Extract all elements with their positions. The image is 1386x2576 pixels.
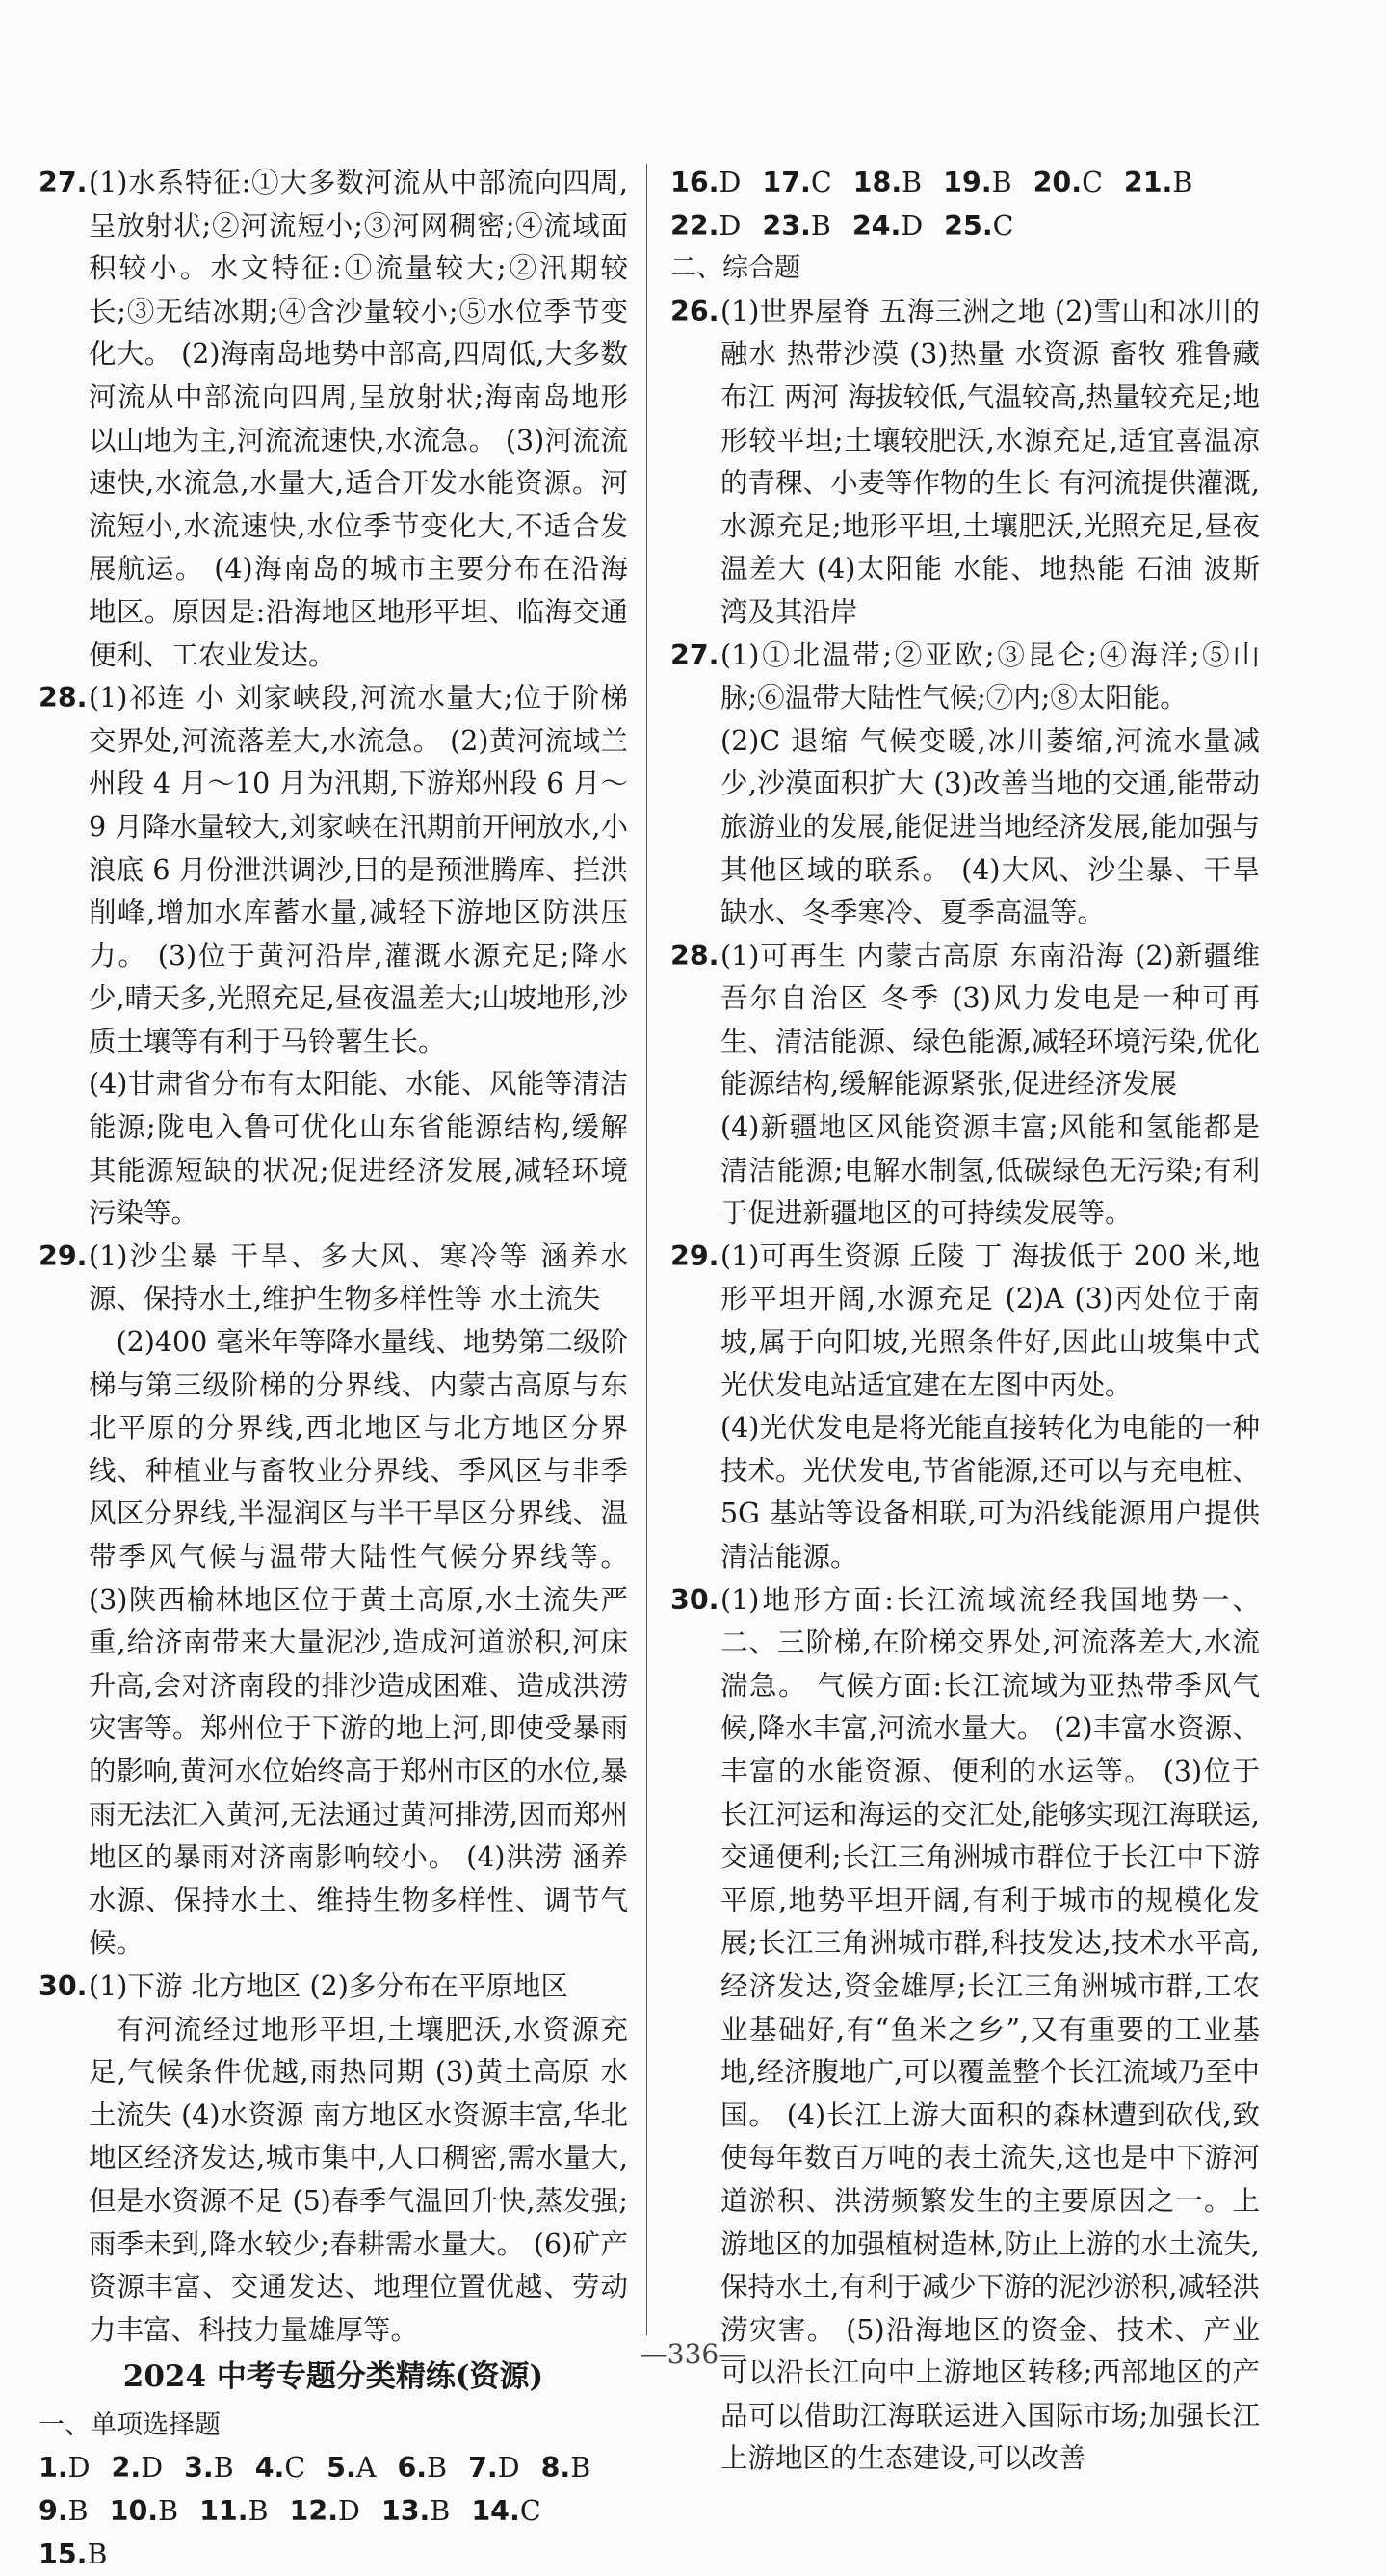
choice-letter: C bbox=[1082, 167, 1103, 198]
choice-answer bbox=[670, 162, 741, 205]
choice-letter: B bbox=[87, 2537, 108, 2570]
answer-text: (1)祁连 小 刘家峡段,河流水量大;位于阶梯交界处,河流落差大,水流急。 (2)黄河流域兰州段 4 月～10 月为汛期,下游郑州段 6 月～9 月降水量较大,刘家峡在汛期前开闸放水,小浪底 6 月份泄洪调沙,目的是预泄腾库、拦洪削峰,增加水库蓄水量,减轻下游地区防洪压力。 (3)位于黄河沿岸,灌溉水源充足;降水少,晴天多,光照充足,昼夜温差大;山坡地形,沙质土壤等有利于马铃薯生长。 bbox=[89, 682, 628, 1057]
choice-number: 5. bbox=[327, 2452, 356, 2485]
choice-answers-1-15 bbox=[39, 2447, 628, 2576]
right-column bbox=[670, 162, 1260, 2481]
choice-letter: D bbox=[719, 167, 742, 198]
question-number: 29. bbox=[39, 1239, 88, 1272]
choice-number: 25. bbox=[944, 209, 993, 242]
choice-letter: C bbox=[992, 209, 1014, 242]
choice-number: 20. bbox=[1033, 167, 1083, 198]
choice-letter: B bbox=[1172, 167, 1193, 198]
question-number: 27. bbox=[670, 638, 719, 671]
answer-29 bbox=[670, 1236, 1260, 1579]
choice-number: 1. bbox=[39, 2452, 68, 2485]
choice-answer bbox=[1124, 162, 1192, 205]
answer-text-part2: (4)光伏发电是将光能直接转化为电能的一种技术。光伏发电,节省能源,还可以与充电桩、5G 基站等设备相联,可为沿线能源用户提供清洁能源。 bbox=[720, 1412, 1260, 1573]
choice-letter: B bbox=[810, 209, 831, 242]
choice-number: 17. bbox=[762, 167, 811, 198]
choice-answer bbox=[1033, 162, 1103, 205]
question-number: 29. bbox=[670, 1239, 719, 1272]
choice-answer bbox=[110, 2490, 178, 2534]
choice-answer bbox=[39, 2490, 89, 2534]
choice-answer bbox=[762, 162, 831, 205]
choice-letter: D bbox=[497, 2452, 520, 2485]
choice-number: 11. bbox=[199, 2495, 248, 2528]
choice-number: 23. bbox=[762, 209, 811, 242]
choice-number: 2. bbox=[111, 2452, 142, 2485]
choice-letter: D bbox=[901, 209, 924, 242]
choice-answer bbox=[541, 2447, 591, 2490]
choice-letter: B bbox=[570, 2452, 591, 2485]
choice-answer bbox=[670, 205, 741, 248]
choice-number: 10. bbox=[109, 2495, 159, 2528]
choice-letter: B bbox=[991, 167, 1012, 198]
choice-answer bbox=[944, 205, 1013, 248]
choice-number: 24. bbox=[851, 209, 902, 242]
choice-answer bbox=[943, 162, 1011, 205]
choice-letter: B bbox=[427, 2452, 448, 2485]
choice-number: 6. bbox=[397, 2452, 428, 2485]
answer-26 bbox=[670, 291, 1260, 635]
answer-text-part2: (4)新疆地区风能资源丰富;风能和氢能都是清洁能源;电解水制氢,低碳绿色无污染;有利于促进新疆地区的可持续发展等。 bbox=[720, 1111, 1260, 1230]
choice-answer bbox=[397, 2447, 447, 2490]
question-number: 28. bbox=[670, 939, 719, 972]
section-heading-comprehensive: 二、综合题 bbox=[670, 253, 800, 284]
choice-answer bbox=[381, 2490, 450, 2534]
answer-text: (1)水系特征:①大多数河流从中部流向四周,呈放射状;②河流短小;③河网稠密;④流域面积较小。水文特征:①流量较大;②汛期较长;③无结冰期;④含沙量较小;⑤水位季节变化大。 (2)海南岛地势中部高,四周低,大多数河流从中部流向四周,呈放射状;海南岛地形以山地为主,河流流速快,水流急。 (3)河流流速快,水流急,水量大,适合开发水能资源。河流短小,水流速快,水位季节变化大,不适合发展航运。 (4)海南岛的城市主要分布在沿海地区。原因是:沿海地区地形平坦、临海交通便利、工农业发达。 bbox=[89, 167, 628, 671]
answer-text: (1)①北温带;②亚欧;③昆仑;④海洋;⑤山脉;⑥温带大陆性气候;⑦内;⑧太阳能。 bbox=[720, 638, 1260, 715]
answer-text: (1)沙尘暴 干旱、多大风、寒冷等 涵养水源、保持水土,维护生物多样性等 水土流失 bbox=[89, 1239, 628, 1315]
answer-29 bbox=[39, 1236, 628, 1965]
answer-text-part2: (2)400 毫米年等降水量线、地势第二级阶梯与第三级阶梯的分界线、内蒙古高原与东北平原的分界线,西北地区与北方地区分界线、种植业与畜牧业分界线、季风区与非季风区分界线,半湿润区与半干旱区分界线、温带季风气候与温带大陆性气候分界线等。 (3)陕西榆林地区位于黄土高原,水土流失严重,给济南带来大量泥沙,造成河道淤积,河床升高,会对济南段的排沙造成困难、造成洪涝灾害等。郑州位于下游的地上河,即使受暴雨的影响,黄河水位始终高于郑州市区的水位,暴雨无法汇入黄河,无法通过黄河排涝,因而郑州地区的暴雨对济南影响较小。 (4)洪涝 涵养水源、保持水土、维持生物多样性、调节气候。 bbox=[89, 1326, 628, 1960]
choice-answer bbox=[762, 205, 830, 248]
question-number: 27. bbox=[39, 167, 88, 198]
choice-letter: B bbox=[158, 2495, 179, 2528]
choice-letter: B bbox=[213, 2452, 234, 2485]
left-column bbox=[39, 162, 628, 2576]
choice-letter: D bbox=[67, 2452, 91, 2485]
column-divider bbox=[646, 164, 647, 2335]
question-number: 26. bbox=[670, 295, 719, 327]
choice-letter: B bbox=[248, 2495, 269, 2528]
choice-number: 16. bbox=[670, 167, 719, 198]
choice-letter: C bbox=[284, 2452, 306, 2485]
choice-number: 7. bbox=[468, 2452, 498, 2485]
answer-28 bbox=[670, 935, 1260, 1236]
section-title: 2024 中考专题分类精练(资源) bbox=[122, 2359, 544, 2395]
choice-answer bbox=[255, 2447, 305, 2490]
choice-answer bbox=[327, 2447, 376, 2490]
choice-letter: B bbox=[902, 167, 923, 198]
choice-number: 19. bbox=[943, 167, 992, 198]
choice-letter: D bbox=[338, 2495, 360, 2528]
answer-text: (1)地形方面:长江流域流经我国地势一、二、三阶梯,在阶梯交界处,河流落差大,水流湍急。 气候方面:长江流域为亚热带季风气候,降水丰富,河流水量大。 (2)丰富水资源、丰富的水能资源、便利的水运等。 (3)位于长江河运和海运的交汇处,能够实现江海联运,交通便利;长江三角洲城市群位于长江中下游平原,地势平坦开阔,有利于城市的规模化发展;长江三角洲城市群,科技发达,技术水平高,经济发达,资金雄厚;长江三角洲城市群,工农业基础好,有“鱼米之乡”,又有重要的工业基地,经济腹地广,可以覆盖整个长江流域乃至中国。 (4)长江上游大面积的森林遭到砍伐,致使每年数百万吨的表土流失,这也是中下游河道淤积、洪涝频繁发生的主要原因之一。上游地区的加强植树造林,防止上游的水土流失,保持水土,有利于减少下游的泥沙淤积,减轻洪涝灾害。 (5)沿海地区的资金、技术、产业可以沿长江向中上游地区转移;西部地区的产品可以借助江海联运进入国际市场;加强长江上游地区的生态建设,可以改善 bbox=[720, 1583, 1260, 2475]
choice-number: 3. bbox=[184, 2452, 214, 2485]
choice-answer bbox=[39, 2447, 91, 2490]
choice-letter: D bbox=[141, 2452, 164, 2485]
question-number: 30. bbox=[39, 1969, 88, 2002]
choice-number: 18. bbox=[852, 167, 902, 198]
answer-text: (1)下游 北方地区 (2)多分布在平原地区 bbox=[89, 1969, 568, 2002]
choice-answer bbox=[199, 2490, 268, 2534]
choice-answer bbox=[184, 2447, 234, 2490]
section-heading-single-choice: 一、单项选择题 bbox=[39, 2409, 221, 2440]
choice-number: 21. bbox=[1123, 167, 1173, 198]
choice-number: 4. bbox=[254, 2452, 285, 2485]
choice-answer bbox=[468, 2447, 520, 2490]
question-number: 30. bbox=[670, 1583, 719, 1616]
answer-text: (1)世界屋脊 五海三洲之地 (2)雪山和冰川的融水 热带沙漠 (3)热量 水资源 畜牧 雅鲁藏布江 两河 海拔较低,气温较高,热量较充足;地形较平坦;土壤较肥沃,水源充足,适宜喜温凉的青稞、小麦等作物的生长 有河流提供灌溉,水源充足;地形平坦,土壤肥沃,光照充足,昼夜温差大 (4)太阳能 水能、地热能 石油 波斯湾及其沿岸 bbox=[720, 295, 1260, 628]
choice-letter: C bbox=[810, 167, 832, 198]
choice-number: 8. bbox=[540, 2452, 571, 2485]
answer-text: (1)可再生 内蒙古高原 东南沿海 (2)新疆维吾尔自治区 冬季 (3)风力发电是一种可再生、清洁能源、绿色能源,减轻环境污染,优化能源结构,缓解能源紧张,促进经济发展 bbox=[720, 939, 1260, 1101]
choice-letter: D bbox=[719, 209, 742, 242]
choice-answer bbox=[290, 2490, 360, 2534]
choice-answers-16-25 bbox=[670, 162, 1260, 247]
choice-letter: B bbox=[67, 2495, 89, 2528]
choice-answer bbox=[853, 162, 922, 205]
choice-answer bbox=[112, 2447, 164, 2490]
choice-answer bbox=[39, 2534, 107, 2576]
answer-27 bbox=[39, 162, 628, 677]
page-number: —336— bbox=[640, 2338, 746, 2370]
choice-letter: A bbox=[355, 2452, 377, 2485]
choice-letter: B bbox=[430, 2495, 451, 2528]
choice-number: 12. bbox=[289, 2495, 339, 2528]
answer-28 bbox=[39, 677, 628, 1236]
choice-answer bbox=[471, 2490, 540, 2534]
answer-text-part2: (2)C 退缩 气候变暖,冰川萎缩,河流水量减少,沙漠面积扩大 (3)改善当地的交通,能带动旅游业的发展,能促进当地经济发展,能加强与其他区域的联系。 (4)大风、沙尘暴、干旱缺水、冬季寒冷、夏季高温等。 bbox=[720, 724, 1260, 929]
answer-text: (1)可再生资源 丘陵 丁 海拔低于 200 米,地形平坦开阔,水源充足 (2)A (3)丙处位于南坡,属于向阳坡,光照条件好,因此山坡集中式光伏发电站适宜建在左图中丙处。 bbox=[720, 1239, 1260, 1401]
answer-text-part2: (4)甘肃省分布有太阳能、水能、风能等清洁能源;陇电入鲁可优化山东省能源结构,缓解其能源短缺的状况;促进经济发展,减轻环境污染等。 bbox=[89, 1068, 628, 1230]
answer-30 bbox=[39, 1965, 628, 2352]
choice-letter: C bbox=[519, 2495, 541, 2528]
choice-number: 22. bbox=[670, 209, 719, 242]
answer-text-part2: 有河流经过地形平坦,土壤肥沃,水资源充足,气候条件优越,雨热同期 (3)黄土高原 水土流失 (4)水资源 南方地区水资源丰富,华北地区经济发达,城市集中,人口稠密,需水量大,但是水资源不足 (5)春季气温回升快,蒸发强;雨季未到,降水较少;春耕需水量大。 (6)矿产资源丰富、交通发达、地理位置优越、劳动力丰富、科技力量雄厚等。 bbox=[89, 2013, 628, 2346]
choice-answer bbox=[852, 205, 923, 248]
question-number: 28. bbox=[39, 682, 88, 715]
answer-27 bbox=[670, 635, 1260, 935]
choice-number: 9. bbox=[39, 2495, 68, 2528]
choice-number: 15. bbox=[39, 2537, 88, 2570]
choice-number: 14. bbox=[471, 2495, 520, 2528]
choice-number: 13. bbox=[380, 2495, 431, 2528]
